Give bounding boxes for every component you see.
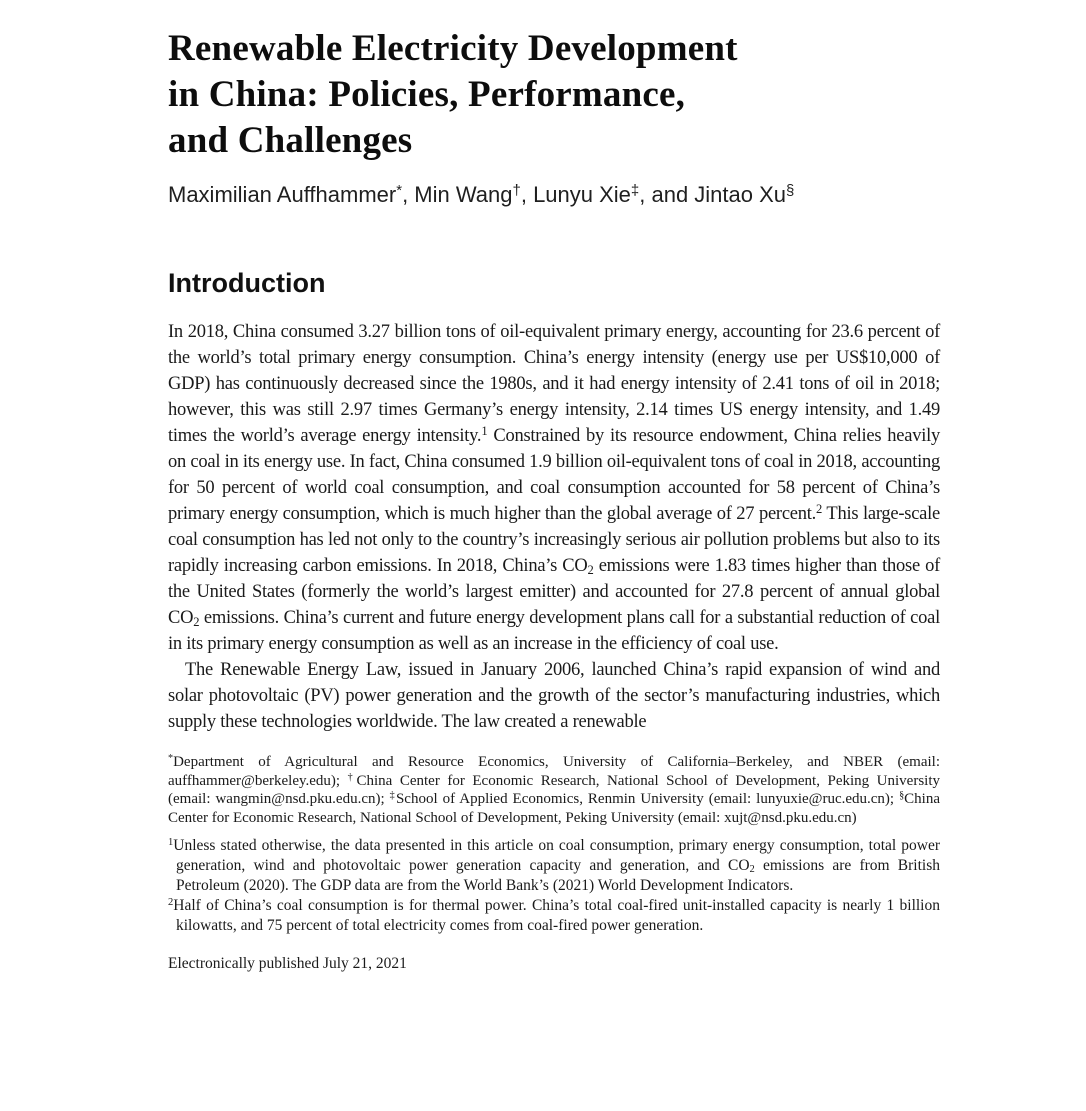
title-line-1: Renewable Electricity Development xyxy=(168,28,738,69)
footnote-2: $^2$Half of China’s coal consumption is for thermal power. China’s total coal-fired unit-installed capacity is nearly 1 billion kilowatts, and 75 percent of total electricity comes from coal-fired power generation. xyxy=(168,897,940,934)
published-date-note: Electronically published July 21, 2021 xyxy=(168,955,407,972)
title-line-2: in China: Policies, Performance, xyxy=(168,74,686,115)
article-header xyxy=(168,26,940,210)
paragraph-1: In 2018, China consumed 3.27 billion tons of oil-equivalent primary energy, accounting for 23.6 percent of the world’s total primary energy consumption. China’s energy intensity (energy use per US$10,000 of GDP) has continuously decreased since the 1980s, and it had energy intensity of 2.41 tons of oil in 2018; however, this was still 2.97 times Germany’s energy intensity, 2.14 times US energy intensity, and 1.49 times the world’s average energy intensity.$^1$ Constrained by its resource endowment, China relies heavily on coal in its energy use. In fact, China consumed 1.9 billion oil-equivalent tons of coal in 2018, accounting for 50 percent of world coal consumption, and coal consumption accounted for 58 percent of China’s primary energy consumption, which is much higher than the global average of 27 percent.$^2$ This large-scale coal consumption has led not only to the country’s increasingly serious air pollution problems but also to its rapidly increasing carbon emissions. In 2018, China’s $CO_2$ emissions were 1.83 times higher than those of the United States (formerly the world’s largest emitter) and accounted for 27.8 percent of annual global $CO_2$ emissions. China’s current and future energy development plans call for a substantial reduction of coal in its primary energy consumption as well as an increase in the efficiency of coal use. xyxy=(168,322,940,654)
author-line: Maximilian Auffhammer*, Min Wang†, Lunyu Xie‡, and Jintao Xu§ xyxy=(168,182,795,207)
paragraph-2: The Renewable Energy Law, issued in January 2006, launched China’s rapid expansion of wind and solar photovoltaic (PV) power generation and the growth of the sector’s manufacturing industries, which supply these technologies worldwide. The law created a renewable xyxy=(168,660,940,732)
article-title xyxy=(168,26,940,164)
section-heading-introduction: Introduction xyxy=(168,268,326,298)
footnotes xyxy=(168,836,940,936)
footnote-area xyxy=(168,753,940,974)
article-body xyxy=(168,266,940,735)
author-affiliations-note: *Department of Agricultural and Resource Economics, University of California–Berkeley, and NBER (email: auffhammer@berkeley.edu); †China Center for Economic Research, National School of Development, Peking University (email: wangmin@nsd.pku.edu.cn); ‡School of Applied Economics, Renmin University (email: lunyuxie@ruc.edu.cn); §China Center for Economic Research, National School of Development, Peking University (email: xujt@nsd.pku.edu.cn) xyxy=(168,753,941,826)
title-line-3: and Challenges xyxy=(168,120,413,161)
footnote-1: $^1$Unless stated otherwise, the data presented in this article on coal consumption, primary energy consumption, total power generation, wind and photovoltaic power generation capacity and generation, and $CO_2$ emissions are from British Petroleum (2020). The GDP data are from the World Bank’s (2021) World Development Indicators. xyxy=(168,837,940,894)
